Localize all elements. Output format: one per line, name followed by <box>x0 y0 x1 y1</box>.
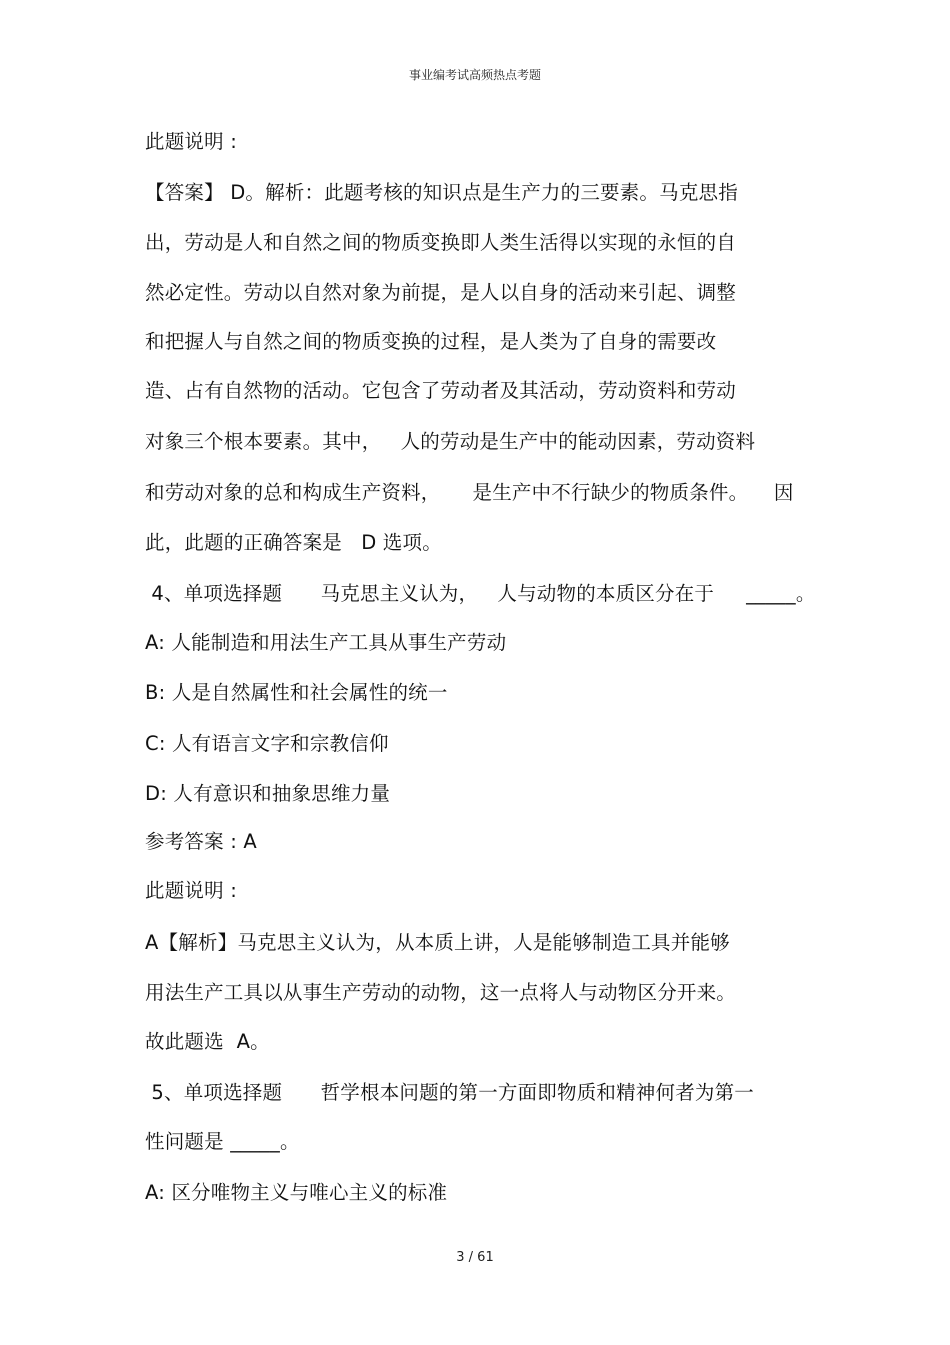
explanation-line: 对象三个根本要素。其中， 人的劳动是生产中的能动因素，劳动资料 <box>145 430 756 453</box>
question-4-explanation-label: 此题说明 : <box>145 879 237 902</box>
question-4-option-c: C: 人有语言文字和宗教信仰 <box>145 732 389 755</box>
explanation-line: 【答案】 D。解析：此题考核的知识点是生产力的三要素。马克思指 <box>145 181 738 204</box>
question-4-explanation-line: 用法生产工具以从事生产劳动的动物，这一点将人与动物区分开来。 <box>145 981 737 1004</box>
explanation-label: 此题说明 : <box>145 130 237 153</box>
explanation-line: 和把握人与自然之间的物质变换的过程，是人类为了自身的需要改 <box>145 330 717 353</box>
explanation-line: 然必定性。劳动以自然对象为前提，是人以自身的活动来引起、调整 <box>145 281 737 304</box>
question-4-explanation-line: A【解析】马克思主义认为，从本质上讲，人是能够制造工具并能够 <box>145 931 730 954</box>
question-4-explanation-line: 故此题选 A。 <box>145 1030 270 1053</box>
explanation-line: 此，此题的正确答案是 D 选项。 <box>145 531 442 554</box>
question-4-answer: 参考答案 : A <box>145 830 257 853</box>
page-indicator: 3 / 61 <box>456 1250 494 1265</box>
question-5-option-a: A: 区分唯物主义与唯心主义的标准 <box>145 1181 448 1204</box>
question-5-stem: 性问题是 _____。 <box>145 1130 300 1153</box>
question-4-option-b: B: 人是自然属性和社会属性的统一 <box>145 681 448 704</box>
explanation-line: 造、占有自然物的活动。它包含了劳动者及其活动，劳动资料和劳动 <box>145 379 737 402</box>
question-4-stem: 4、单项选择题 马克思主义认为， 人与动物的本质区分在于 _____。 <box>145 582 816 605</box>
question-5-stem: 5、单项选择题 哲学根本问题的第一方面即物质和精神何者为第一 <box>145 1081 754 1104</box>
question-4-option-d: D: 人有意识和抽象思维力量 <box>145 782 391 805</box>
question-4-option-a: A: 人能制造和用法生产工具从事生产劳动 <box>145 631 507 654</box>
explanation-line: 和劳动对象的总和构成生产资料， 是生产中不行缺少的物质条件。 因 <box>145 481 794 504</box>
page-header-title: 事业编考试高频热点考题 <box>408 68 541 82</box>
explanation-line: 出，劳动是人和自然之间的物质变换即人类生活得以实现的永恒的自 <box>145 231 737 254</box>
